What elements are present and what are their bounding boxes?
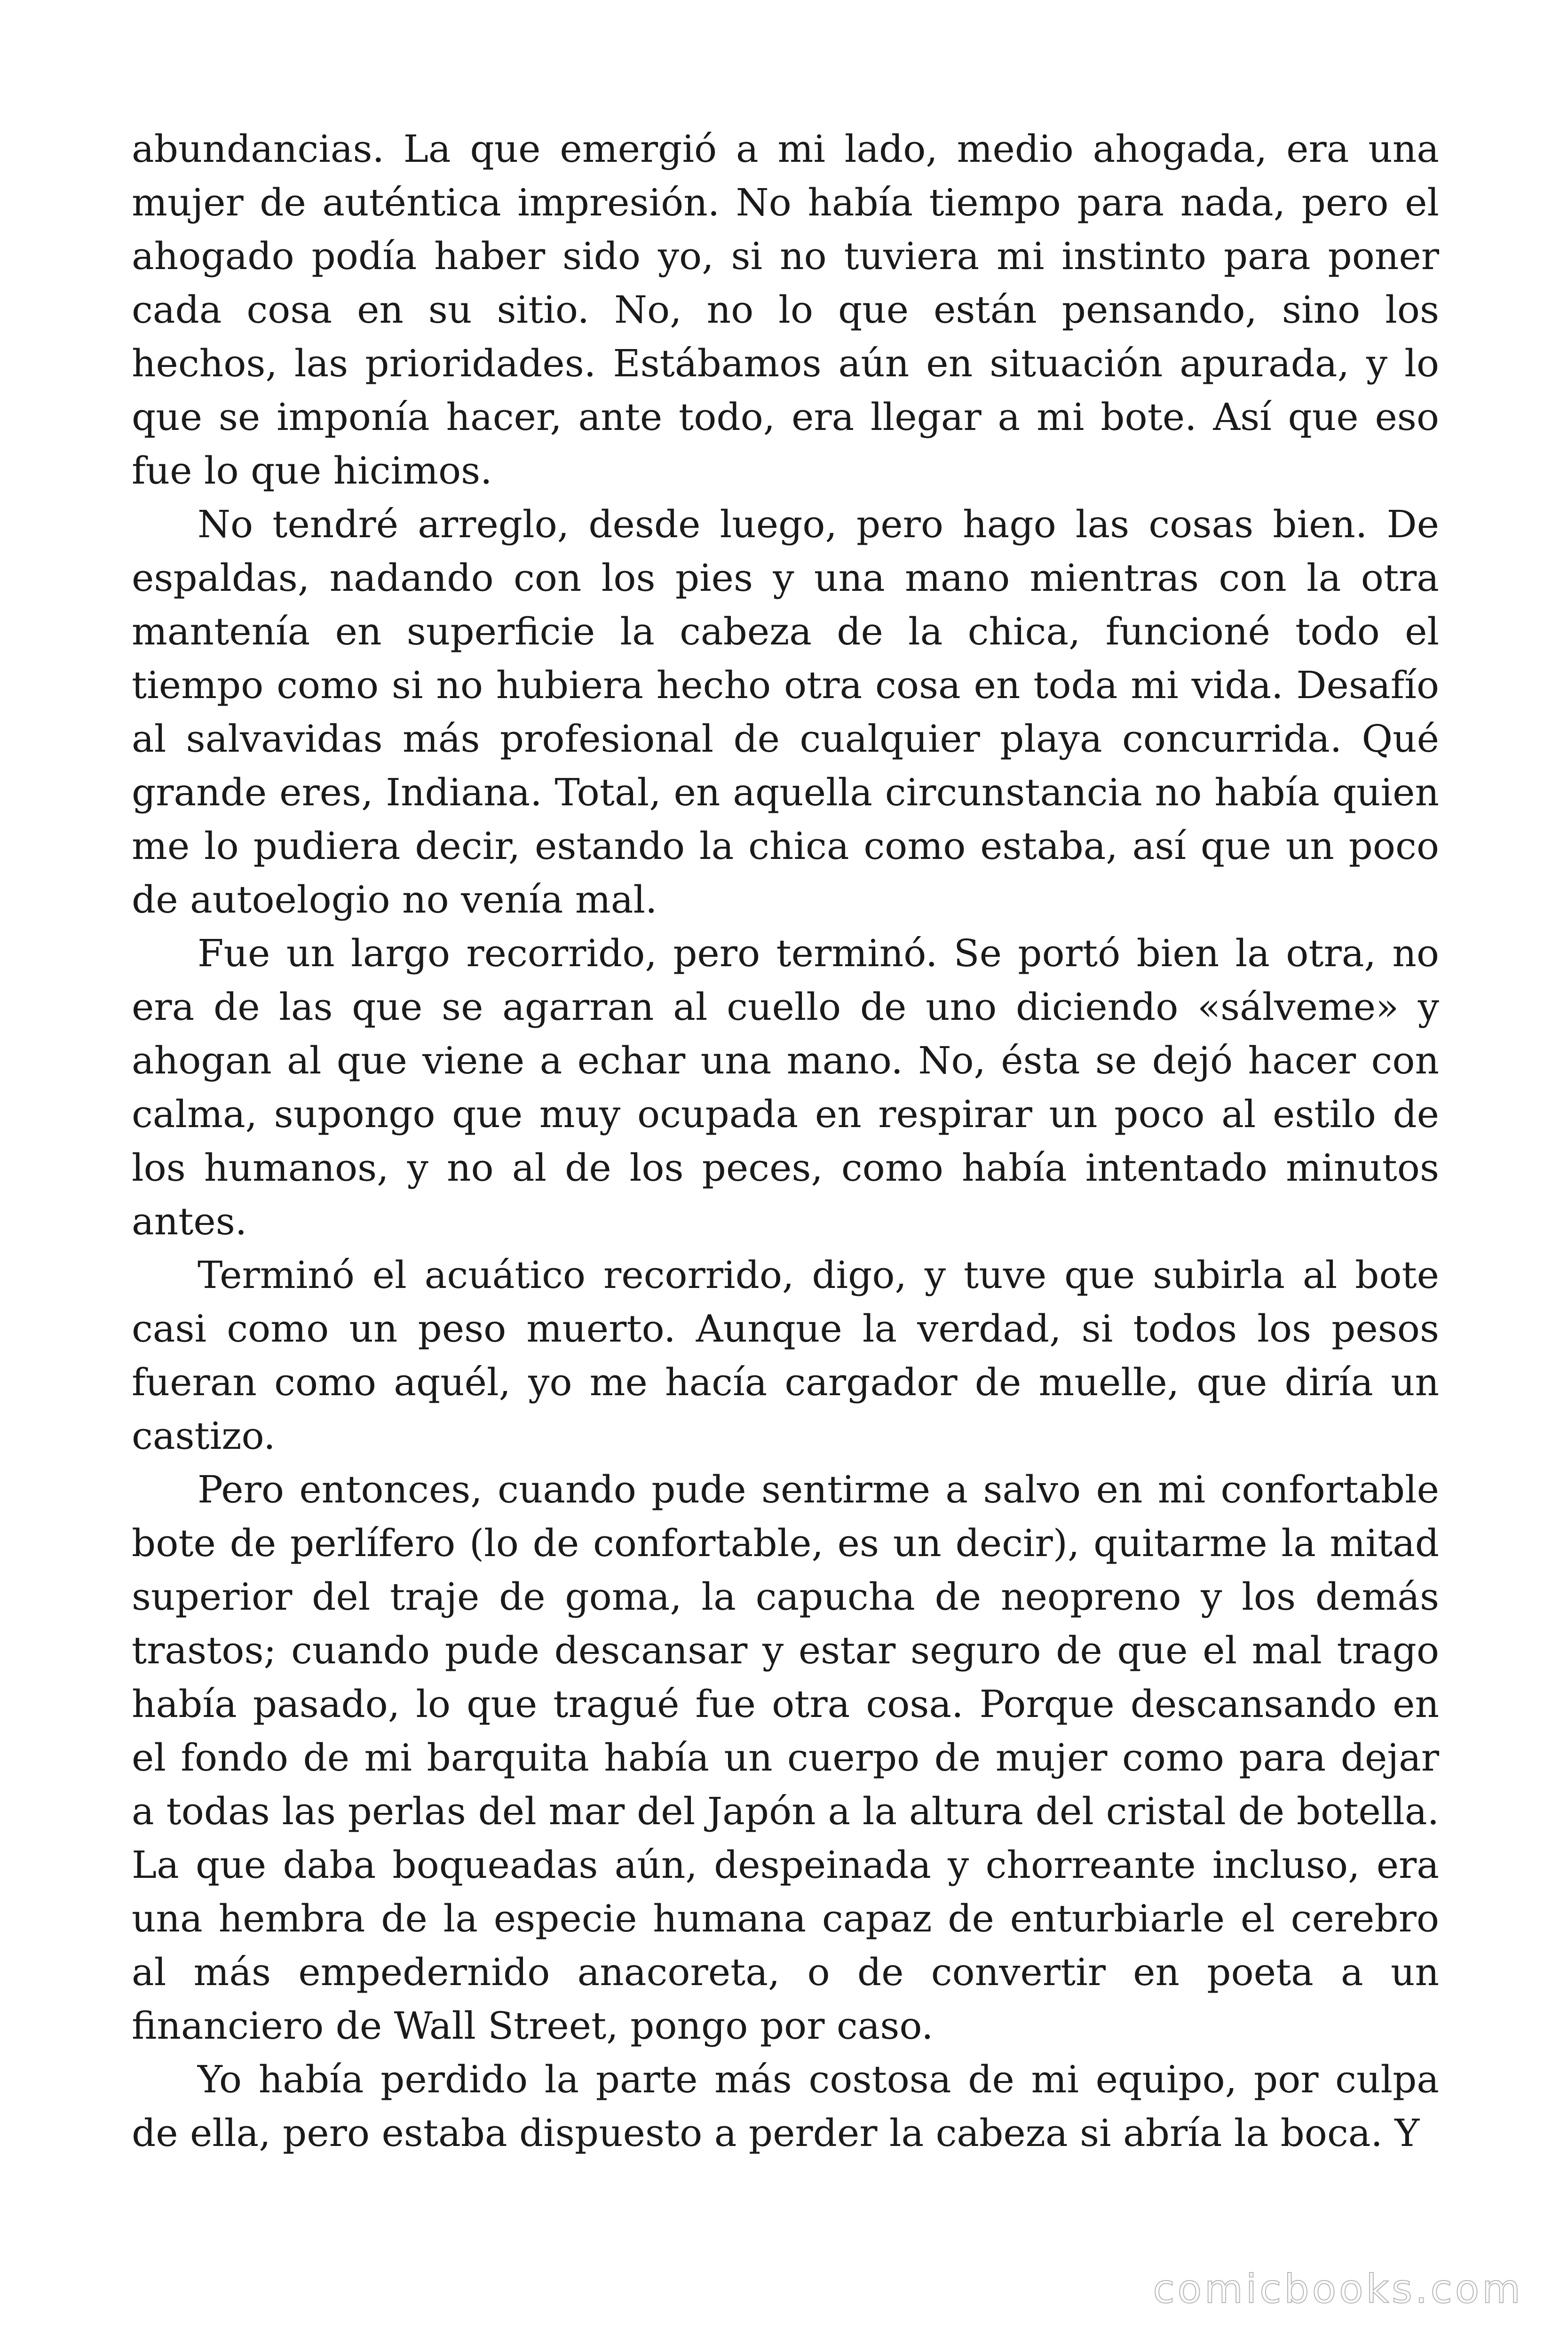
paragraph: Pero entonces, cuando pude sentirme a salvo en mi confortable bote de perlífero (lo de confortable, es un decir), quitarme la mitad superior del traje de goma, la capucha de neopreno y los demás trastos; cuando pude descansar y estar seguro de que el mal trago había pasado, lo que tragué fue otra cosa. Porque descansando en el fondo de mi barquita había un cuerpo de mujer como para dejar a todas las perlas del mar del Japón a la altura del cristal de botella. La que daba boqueadas aún, despeinada y chorreante incluso, era una hembra de la especie humana capaz de enturbiarle el cerebro al más empedernido anacoreta, o de convertir en poeta a un financiero de Wall Street, pongo por caso.	[132, 1468, 1439, 2048]
paragraph: Yo había perdido la parte más costosa de mi equipo, por culpa de ella, pero estaba dispuesto a perder la cabeza si abría la boca. Y	[132, 2058, 1439, 2155]
watermark: comicbooks.com	[1153, 2266, 1523, 2312]
paragraph: Terminó el acuático recorrido, digo, y tuve que subirla al bote casi como un peso muerto. Aunque la verdad, si todos los pesos fueran como aquél, yo me hacía cargador de muelle, que diría un castizo.	[132, 1253, 1439, 1458]
paragraph: abundancias. La que emergió a mi lado, medio ahogada, era una mujer de auténtica impresión. No había tiempo para nada, pero el ahogado podía haber sido yo, si no tuviera mi instinto para poner cada cosa en su sitio. No, no lo que están pensando, sino los hechos, las prioridades. Estábamos aún en situación apurada, y lo que se imponía hacer, ante todo, era llegar a mi bote. Así que eso fue lo que hicimos.	[132, 127, 1439, 493]
paragraph: Fue un largo recorrido, pero terminó. Se portó bien la otra, no era de las que se agarran al cuello de uno diciendo «sálveme» y ahogan al que viene a echar una mano. No, ésta se dejó hacer con calma, supongo que muy ocupada en respirar un poco al estilo de los humanos, y no al de los peces, como había intentado minutos antes.	[132, 931, 1439, 1243]
page-body	[132, 122, 1439, 2160]
paragraph: No tendré arreglo, desde luego, pero hago las cosas bien. De espaldas, nadando con los pies y una mano mientras con la otra mantenía en superficie la cabeza de la chica, funcioné todo el tiempo como si no hubiera hecho otra cosa en toda mi vida. Desafío al salvavidas más profesional de cualquier playa concurrida. Qué grande eres, Indiana. Total, en aquella circunstancia no había quien me lo pudiera decir, estando la chica como estaba, así que un poco de autoelogio no venía mal.	[132, 502, 1439, 922]
